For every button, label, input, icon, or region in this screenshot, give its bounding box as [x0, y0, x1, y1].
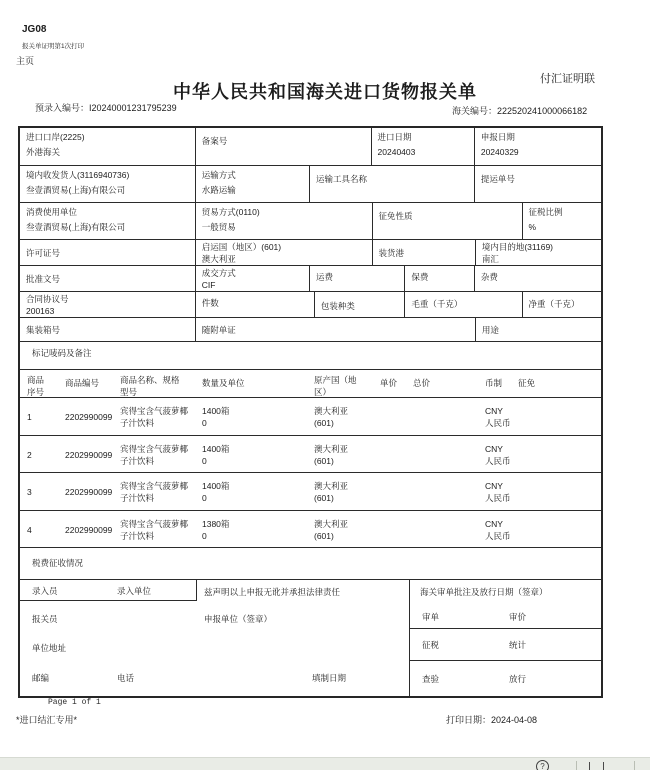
- review-doc-label: 审单: [422, 612, 440, 622]
- field-container-no: [20, 318, 196, 341]
- form-row-container: [20, 318, 601, 342]
- viewer-taskbar: [0, 757, 650, 770]
- signoff-right: [410, 580, 601, 696]
- purpose-note: *进口结汇专用*: [16, 715, 78, 725]
- vehicle-name-label: 运输工具名称: [316, 174, 368, 184]
- usage-label: 用途: [481, 325, 499, 335]
- misc-fee-label: 杂费: [480, 272, 498, 282]
- field-approval-no: [20, 266, 196, 291]
- item-seq: 1: [27, 412, 32, 422]
- declare-date-value: 20240329: [480, 147, 519, 157]
- destination-value: 南汇: [481, 254, 499, 264]
- consumer-unit-value: 叁壹酒贸易(上海)有限公司: [26, 222, 126, 232]
- unit-address-label: 单位地址: [32, 643, 67, 653]
- declare-unit-label: 申报单位（签章）: [204, 614, 273, 624]
- tax-ratio-label: 征税比例: [528, 207, 563, 217]
- bill-no-label: 提运单号: [480, 174, 515, 184]
- package-type-label: 包装种类: [320, 301, 355, 311]
- gross-weight-label: 毛重（千克）: [411, 299, 463, 309]
- item-origin: 澳大利亚: [314, 406, 349, 416]
- field-documents: [196, 318, 476, 341]
- loading-port-label: 装货港: [378, 248, 405, 258]
- declaration-form: [18, 126, 603, 698]
- item-origin: 澳大利亚: [314, 444, 349, 454]
- item-currency-name: 人民币: [485, 418, 511, 428]
- col-exemption-header: 征免: [518, 378, 536, 388]
- net-weight-label: 净重（千克）: [528, 299, 580, 309]
- tax-ratio-unit: %: [528, 222, 537, 232]
- item-origin: 澳大利亚: [314, 481, 349, 491]
- exempt-nature-label: 征免性质: [378, 211, 413, 221]
- print-date-value: 2024-04-08: [491, 715, 538, 725]
- field-import-date: [372, 128, 475, 165]
- item-currency-name: 人民币: [485, 531, 511, 541]
- print-date: [446, 713, 537, 726]
- form-row-consumer: [20, 203, 601, 240]
- item-row-3: [20, 473, 601, 511]
- zip-label: 邮编: [32, 673, 50, 683]
- field-exempt-nature: [373, 203, 523, 239]
- pre-entry-number: [35, 101, 177, 114]
- consumer-unit-label: 消费使用单位: [26, 207, 78, 217]
- col-total-price-header: 总价: [413, 378, 431, 388]
- origin-country-label: 启运国（地区）(601): [201, 242, 282, 252]
- field-tax-ratio: [523, 203, 602, 239]
- entry-clerk-label: 录入员: [32, 586, 58, 596]
- item-name: 宾得宝含气菠萝椰子汁饮料: [120, 406, 189, 428]
- field-destination: [476, 240, 601, 265]
- marks-remarks-label: 标记唛码及备注: [32, 348, 92, 358]
- field-declare-date: [475, 128, 601, 165]
- license-no-label: 许可证号: [26, 248, 61, 258]
- field-insurance: [405, 266, 475, 291]
- item-name: 宾得宝含气菠萝椰子汁饮料: [120, 481, 189, 503]
- taskbar-divider: [634, 761, 635, 770]
- consignee-value: 叁壹酒贸易(上海)有限公司: [26, 185, 126, 195]
- contract-no-value: 200163: [26, 306, 55, 316]
- import-date-label: 进口日期: [377, 132, 412, 142]
- field-net-weight: [523, 292, 601, 317]
- item-currency-name: 人民币: [485, 493, 511, 503]
- page-title: 中华人民共和国海关进口货物报关单: [173, 82, 477, 102]
- field-contract-no: [20, 292, 196, 317]
- item-currency-name: 人民币: [485, 456, 511, 466]
- field-packages: [196, 292, 315, 317]
- field-usage: [476, 318, 601, 341]
- item-origin-code: (601): [314, 531, 334, 541]
- col-name-header: 商品名称、规格型号: [120, 375, 180, 397]
- item-name: 宾得宝含气菠萝椰子汁饮料: [120, 519, 189, 541]
- field-license-no: [20, 240, 196, 265]
- origin-country-value: 澳大利亚: [201, 254, 236, 264]
- freight-label: 运费: [315, 272, 333, 282]
- item-name: 宾得宝含气菠萝椰子汁饮料: [120, 444, 189, 466]
- consignee-label: 境内收发货人(3116940736): [26, 170, 130, 180]
- taskbar-divider: [576, 761, 577, 770]
- doc-code: JG08: [22, 24, 47, 35]
- item-row-1: [20, 398, 601, 436]
- form-row-consignee: [20, 166, 601, 203]
- insurance-label: 保费: [411, 272, 429, 282]
- transport-mode-label: 运输方式: [201, 170, 236, 180]
- contract-no-label: 合同协议号: [26, 294, 69, 304]
- item-qty-2: 0: [202, 531, 207, 541]
- item-code: 2202990099: [65, 450, 113, 460]
- signoff-section: [20, 580, 601, 696]
- documents-label: 随附单证: [201, 325, 236, 335]
- field-bill-no: [475, 166, 601, 202]
- customs-review-section: [410, 580, 601, 629]
- item-row-2: [20, 436, 601, 473]
- item-origin: 澳大利亚: [314, 519, 349, 529]
- item-seq: 3: [27, 487, 32, 497]
- item-qty-2: 0: [202, 456, 207, 466]
- destination-label: 境内目的地(31169): [481, 242, 554, 252]
- field-terms: [196, 266, 310, 291]
- item-qty-2: 0: [202, 493, 207, 503]
- field-import-port: [20, 128, 196, 165]
- item-origin-code: (601): [314, 418, 334, 428]
- form-row-approval: [20, 266, 601, 292]
- form-row-marks: [20, 342, 601, 370]
- item-seq: 2: [27, 450, 32, 460]
- item-currency: CNY: [485, 406, 503, 416]
- release-label: 放行: [509, 674, 527, 684]
- field-misc-fee: [475, 266, 601, 291]
- pre-entry-label: 预录入编号：: [35, 103, 90, 113]
- item-qty: 1400箱: [202, 444, 230, 454]
- form-row-license: [20, 240, 601, 266]
- customs-number: [452, 104, 587, 117]
- import-date-value: 20240403: [377, 147, 416, 157]
- col-seq-header: 商品序号: [27, 375, 45, 397]
- item-qty: 1380箱: [202, 519, 230, 529]
- import-port-label: 进口口岸(2225): [26, 132, 85, 142]
- item-currency: CNY: [485, 519, 503, 529]
- help-icon[interactable]: ?: [536, 760, 549, 770]
- col-qty-header: 数量及单位: [202, 378, 245, 388]
- trade-mode-value: 一般贸易: [201, 222, 236, 232]
- field-freight: [310, 266, 405, 291]
- entry-unit-label: 录入单位: [117, 586, 152, 596]
- approval-no-label: 批准文号: [26, 274, 61, 284]
- copy-type-label: 付汇证明联: [540, 73, 595, 85]
- item-qty: 1400箱: [202, 406, 230, 416]
- container-no-label: 集装箱号: [26, 325, 61, 335]
- field-record-no: [196, 128, 372, 165]
- tax-stats-section: [410, 629, 601, 661]
- field-trade-mode: [196, 203, 373, 239]
- item-table-header: [20, 370, 601, 398]
- form-row-contract: [20, 292, 601, 318]
- entry-clerk-box: [20, 580, 197, 601]
- declaration-statement: 兹声明以上申报无讹并承担法律责任: [204, 587, 341, 597]
- import-port-value: 外港海关: [26, 147, 61, 157]
- inspect-release-section: [410, 661, 601, 696]
- col-code-header: 商品编号: [65, 378, 100, 388]
- phone-label: 电话: [117, 673, 135, 683]
- col-unit-price-header: 单价: [380, 378, 398, 388]
- item-qty-2: 0: [202, 418, 207, 428]
- terms-value: CIF: [201, 280, 216, 290]
- field-origin-country: [196, 240, 373, 265]
- broker-label: 报关员: [32, 614, 58, 624]
- item-qty: 1400箱: [202, 481, 230, 491]
- home-label: 主页: [16, 56, 35, 66]
- terms-label: 成交方式: [201, 268, 236, 278]
- tax-collection-row: [20, 548, 601, 580]
- item-origin-code: (601): [314, 456, 334, 466]
- page-number: Page 1 of 1: [48, 698, 101, 707]
- field-consumer-unit: [20, 203, 196, 239]
- print-date-label: 打印日期：: [446, 715, 492, 725]
- item-code: 2202990099: [65, 412, 113, 422]
- field-transport-mode: [196, 166, 310, 202]
- field-consignee: [20, 166, 196, 202]
- item-row-4: [20, 511, 601, 548]
- field-vehicle-name: [310, 166, 475, 202]
- print-note: 报关单证明第1次打印: [22, 43, 85, 50]
- stats-label: 统计: [509, 640, 527, 650]
- item-origin-code: (601): [314, 493, 334, 503]
- item-code: 2202990099: [65, 487, 113, 497]
- item-code: 2202990099: [65, 525, 113, 535]
- record-no-label: 备案号: [201, 136, 228, 146]
- field-gross-weight: [405, 292, 522, 317]
- transport-mode-value: 水路运输: [201, 185, 236, 195]
- window-icon[interactable]: [589, 762, 604, 770]
- signoff-left: [20, 580, 410, 696]
- form-row-port: [20, 128, 601, 166]
- packages-label: 件数: [201, 298, 219, 308]
- item-currency: CNY: [485, 444, 503, 454]
- declare-date-label: 申报日期: [480, 132, 515, 142]
- customs-number-value: 222520241000066182: [497, 106, 588, 116]
- tax-collection-label: 税费征收情况: [32, 558, 84, 568]
- col-currency-header: 币制: [485, 378, 503, 388]
- review-price-label: 审价: [509, 612, 527, 622]
- col-origin-header: 原产国（地区）: [314, 375, 357, 397]
- field-loading-port: [373, 240, 476, 265]
- tax-label: 征税: [422, 640, 440, 650]
- customs-number-label: 海关编号：: [452, 106, 498, 116]
- pre-entry-value: I20240001231795239: [89, 103, 177, 113]
- item-currency: CNY: [485, 481, 503, 491]
- customs-note-label: 海关审单批注及放行日期（签章）: [420, 587, 548, 597]
- fill-date-label: 填制日期: [312, 673, 347, 683]
- field-package-type: [315, 292, 405, 317]
- item-seq: 4: [27, 525, 32, 535]
- field-marks-remarks: [20, 342, 601, 369]
- inspect-label: 查验: [422, 674, 440, 684]
- trade-mode-label: 贸易方式(0110): [201, 207, 260, 217]
